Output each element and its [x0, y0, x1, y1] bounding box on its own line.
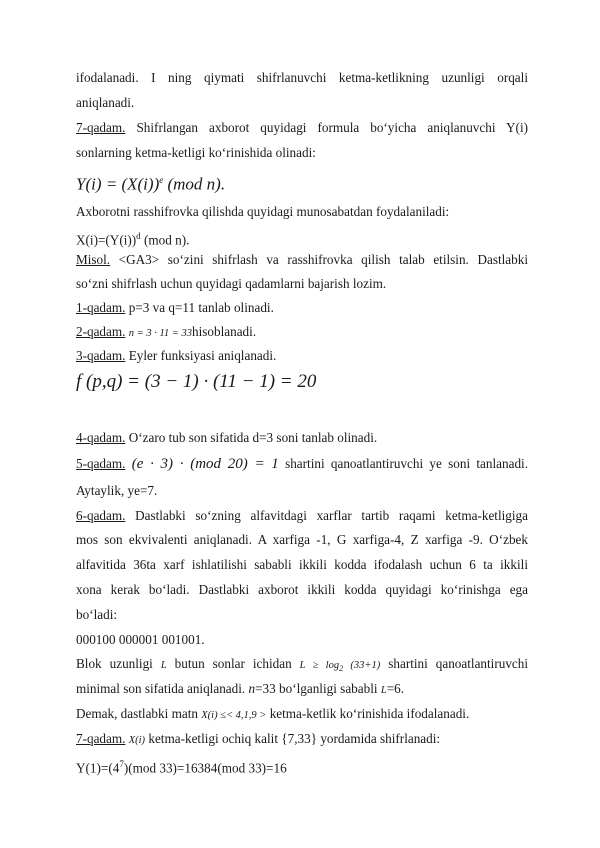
L-var-1: L	[160, 660, 167, 671]
step-3-text: Eyler funksiyasi aniqlanadi.	[125, 348, 277, 363]
text-line-5: Axborotni rasshifrovka qilishda quyidagi munosabatdan foydalaniladi:	[76, 204, 450, 219]
text-line-6b: mos son ekvivalenti aniqlanadi. A xarfiga -1, G xarfiga-4, Z xarfiga -9. O‘zbek	[76, 532, 528, 547]
x-i: X(i)	[128, 735, 146, 746]
step-7b-label: 7-qadam.	[76, 731, 126, 746]
n-calculation: n = 3 · 11 = 33	[128, 328, 193, 339]
block-text-b: butun sonlar ichidan	[174, 656, 292, 671]
y-mod: (mod n).	[163, 174, 226, 194]
block-text-a: Blok uzunligi	[76, 656, 153, 671]
y-formula: Y(i) = (X(i))	[76, 174, 160, 194]
step-4-text: O‘zaro tub son sifatida d=3 soni tanlab olinadi.	[125, 430, 378, 445]
text-line-1: ifodalanadi. I ning qiymati shifrlanuvchi ketma-ketlikning uzunligi orqali	[76, 70, 528, 85]
block-text-c: shartini qanoatlantiruvchi	[388, 656, 529, 671]
step-5-line	[76, 456, 528, 472]
minimal-line: minimal son sifatida aniqlanadi. n=33 bo‘lganligi sababli L=6.	[76, 681, 405, 696]
n-var: n	[248, 681, 256, 696]
step-4-label: 4-qadam.	[76, 430, 126, 445]
step-5-text: shartini qanoatlantiruvchi ye soni tanlanadi.	[285, 456, 529, 471]
L-var-2: L	[380, 685, 387, 696]
euler-formula	[76, 371, 528, 392]
step-7-label: 7-qadam.	[76, 120, 126, 135]
decryption-formula	[76, 228, 528, 248]
y1-result: $Y(1)=(4^7)(mod$ 33)=16384(mod 33)=16	[76, 759, 287, 776]
example-label: Misol.	[76, 252, 111, 267]
binary-code: 000100 000001 001001.	[76, 632, 205, 647]
x-mod: (mod n).	[140, 232, 190, 248]
x-sequence: X(i) ≤< 4,1,9 >	[201, 710, 267, 721]
step-1-line	[76, 300, 528, 316]
step-2-line	[76, 324, 528, 342]
example-text: <GA3> so‘zini shifrlash va rasshifrovka qilish talab etilsin. Dastlabki	[110, 252, 528, 267]
text-line-7: so‘zni shifrlash uchun quyidagi qadamlarni bajarish lozim.	[76, 276, 387, 291]
e-condition: (e · 3) · (mod 20) = 1	[131, 456, 279, 472]
L-condition: $L \ge \log_2 (33+1)$	[299, 660, 381, 674]
text-line-6d: xona kerak bo‘ladi. Dastlabki axborot ikkili kodda quyidagi ko‘rinishga ega	[76, 582, 528, 597]
step-1-text: p=3 va q=11 tanlab olinadi.	[125, 300, 274, 315]
y1-exponent: 7	[119, 759, 124, 769]
demak-line: Demak, dastlabki matn X(i) ≤< 4,1,9 > ketma-ketlik ko‘rinishida ifodalanadi.	[76, 706, 470, 721]
step-7b-line: 7-qadam. X(i) ketma-ketligi ochiq kalit {7,33} yordamida shifrlanadi:	[76, 731, 441, 746]
block-length-line	[76, 656, 528, 677]
encryption-formula	[76, 172, 528, 193]
step-2-text: hisoblanadi.	[192, 324, 257, 339]
y-exponent: e	[159, 175, 164, 185]
step-3-line	[76, 348, 528, 364]
step-6-text: Dastlabki so‘zning alfavitdagi xarflar tartib raqami ketma-ketligiga	[125, 508, 528, 523]
step-2-label: 2-qadam.	[76, 324, 126, 339]
step-5-label: 5-qadam.	[76, 456, 126, 471]
x-exponent: d	[136, 231, 141, 241]
step-7-line	[76, 120, 528, 136]
text-line-2: aniqlanadi.	[76, 95, 135, 110]
step-6-label: 6-qadam.	[76, 508, 126, 523]
step-3-label: 3-qadam.	[76, 348, 126, 363]
step-7-text: Shifrlangan axborot quyidagi formula bo‘yicha aniqlanuvchi Y(i)	[125, 120, 528, 135]
x-formula: X(i)=(Y(i))	[76, 232, 137, 248]
text-line-4: sonlarning ketma-ketligi ko‘rinishida olinadi:	[76, 145, 316, 160]
step-6-line	[76, 508, 528, 524]
step-1-label: 1-qadam.	[76, 300, 126, 315]
text-line-aytaylik: Aytaylik, ye=7.	[76, 483, 158, 498]
step-4-line	[76, 430, 528, 446]
text-line-6e: bo‘ladi:	[76, 607, 118, 622]
text-line-6c: alfavitida 36ta xarf ishlatilishi sababli ikkili kodda ifodalash uchun 6 ta ikkili	[76, 557, 528, 572]
f-formula: f (p,q) = (3 − 1) · (11 − 1) = 20	[76, 371, 317, 392]
example-line	[76, 252, 528, 268]
